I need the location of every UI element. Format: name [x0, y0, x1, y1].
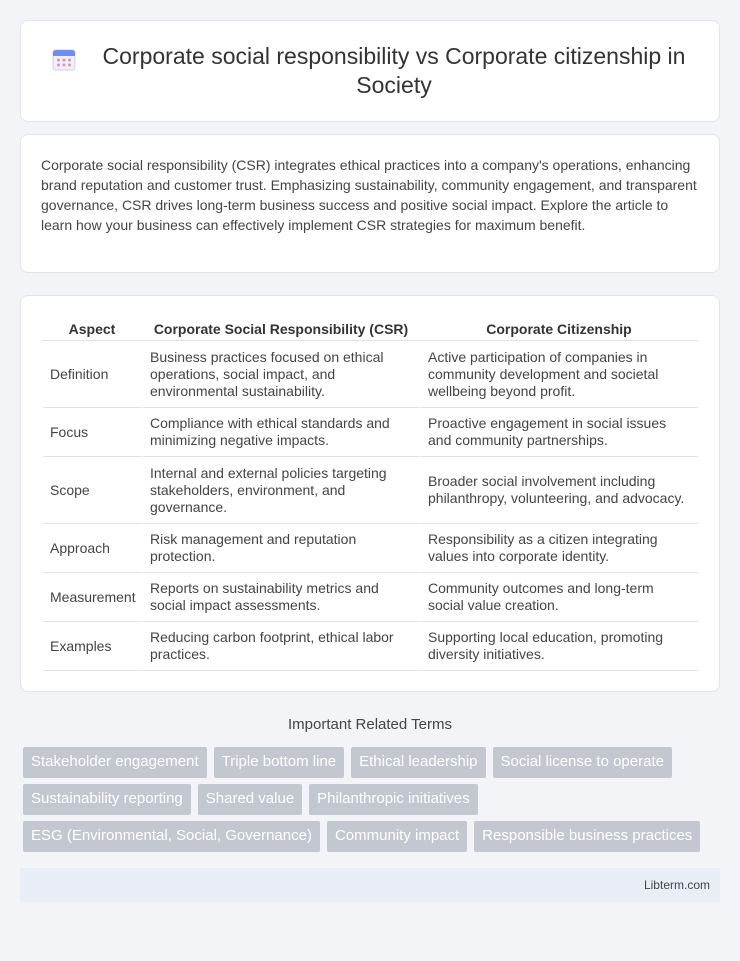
footer-brand-link[interactable]: Libterm.com [643, 878, 710, 892]
table-cell-csr: Reducing carbon footprint, ethical labor practices. [142, 622, 420, 671]
table-row [42, 341, 698, 408]
table-cell-aspect: Definition [42, 341, 142, 408]
comparison-table-card [20, 295, 720, 692]
table-row [42, 524, 698, 573]
table-row [42, 622, 698, 671]
term-tag[interactable]: ESG (Environmental, Social, Governance) [23, 821, 320, 852]
term-tag[interactable]: Ethical leadership [351, 747, 485, 778]
table-header-citizenship: Corporate Citizenship [420, 318, 698, 341]
table-row [42, 457, 698, 524]
term-tag[interactable]: Social license to operate [493, 747, 672, 778]
table-header-row [42, 318, 698, 341]
page-title: Corporate social responsibility vs Corporate citizenship in Society [102, 43, 686, 98]
comparison-table [42, 318, 698, 671]
table-cell-citizenship: Broader social involvement including philanthropy, volunteering, and advocacy. [420, 457, 698, 524]
table-cell-aspect: Focus [42, 408, 142, 457]
header-card [20, 20, 720, 122]
table-cell-aspect: Scope [42, 457, 142, 524]
table-cell-aspect: Measurement [42, 573, 142, 622]
table-cell-citizenship: Active participation of companies in community development and societal wellbeing beyond profit. [420, 341, 698, 408]
table-cell-aspect: Approach [42, 524, 142, 573]
header [51, 42, 689, 100]
table-cell-csr: Internal and external policies targeting stakeholders, environment, and governance. [142, 457, 420, 524]
table-row [42, 573, 698, 622]
intro-card [20, 134, 720, 273]
term-tag[interactable]: Sustainability reporting [23, 784, 191, 815]
table-cell-csr: Risk management and reputation protection. [142, 524, 420, 573]
related-terms-list [20, 747, 720, 858]
term-tag[interactable]: Shared value [198, 784, 302, 815]
table-cell-citizenship: Supporting local education, promoting diversity initiatives. [420, 622, 698, 671]
table-header-csr: Corporate Social Responsibility (CSR) [142, 318, 420, 341]
table-cell-aspect: Examples [42, 622, 142, 671]
table-cell-csr: Business practices focused on ethical operations, social impact, and environmental sustainability. [142, 341, 420, 408]
term-tag[interactable]: Community impact [327, 821, 467, 852]
term-tag[interactable]: Philanthropic initiatives [309, 784, 478, 815]
table-header-aspect: Aspect [42, 318, 142, 341]
term-tag[interactable]: Triple bottom line [214, 747, 345, 778]
related-terms-title: Important Related Terms [288, 716, 452, 733]
term-tag[interactable]: Responsible business practices [474, 821, 700, 852]
intro-text: Corporate social responsibility (CSR) integrates ethical practices into a company's operations, enhancing brand reputation and customer trust. Emphasizing sustainability, community engagement, and transparent governance, CSR drives long-term business success and positive social impact. Explore the article to learn how your business can effectively implement CSR strategies for maximum benefit. [41, 157, 697, 233]
footer [20, 868, 720, 902]
table-cell-csr: Reports on sustainability metrics and social impact assessments. [142, 573, 420, 622]
table-cell-citizenship: Proactive engagement in social issues and community partnerships. [420, 408, 698, 457]
term-tag[interactable]: Stakeholder engagement [23, 747, 207, 778]
table-cell-citizenship: Community outcomes and long-term social value creation. [420, 573, 698, 622]
table-cell-citizenship: Responsibility as a citizen integrating values into corporate identity. [420, 524, 698, 573]
table-row [42, 408, 698, 457]
calendar-icon [51, 46, 77, 72]
table-cell-csr: Compliance with ethical standards and minimizing negative impacts. [142, 408, 420, 457]
